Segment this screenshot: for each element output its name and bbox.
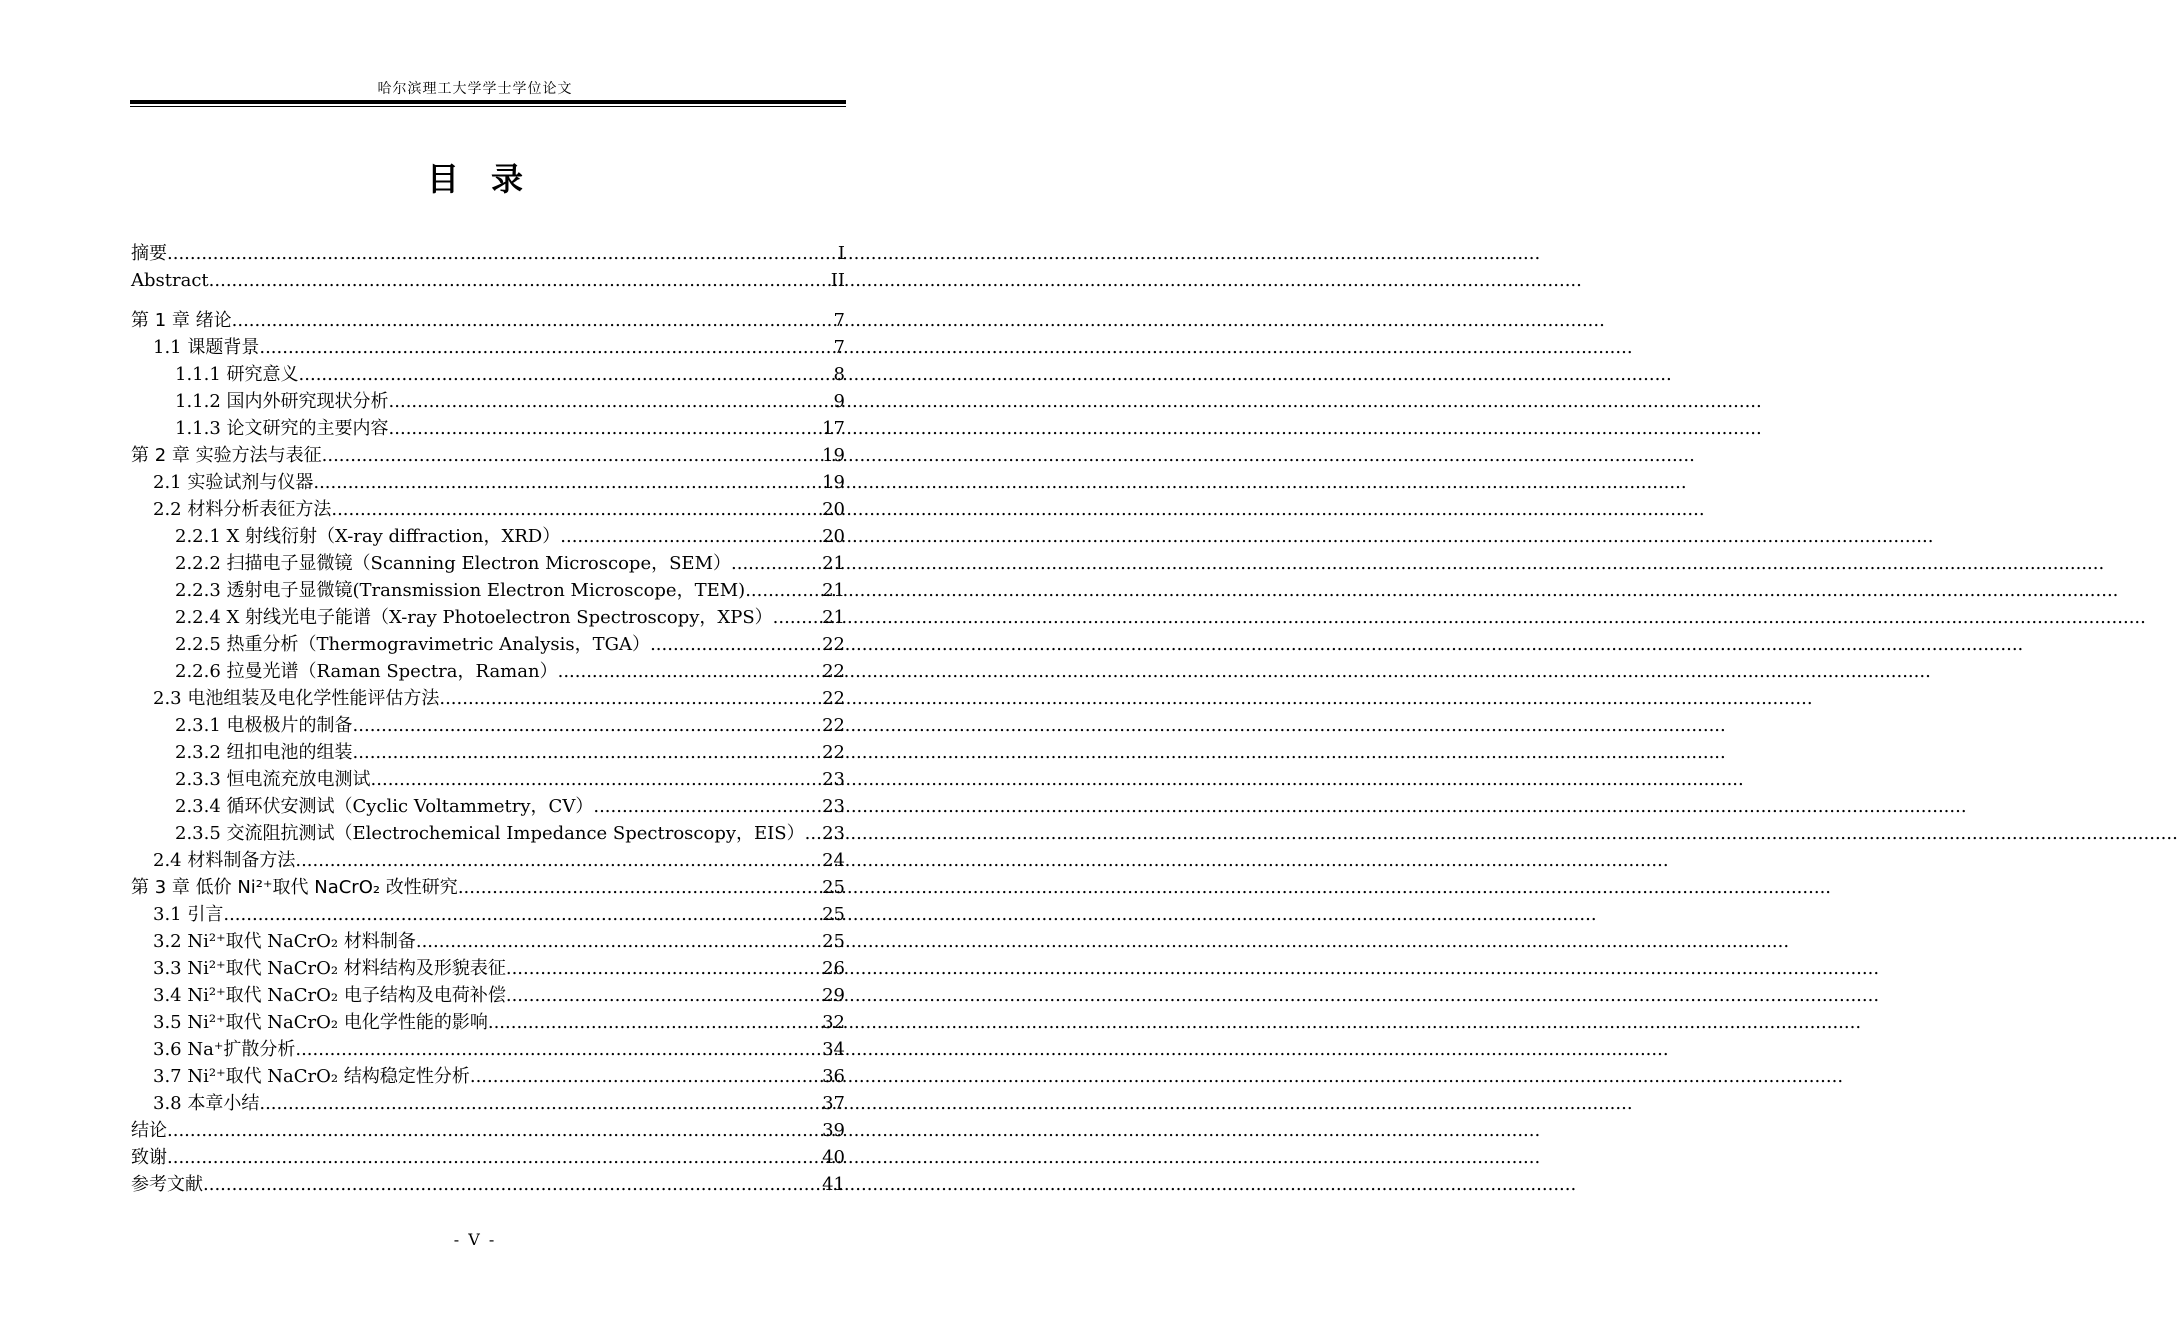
dot-leader: [560, 523, 822, 550]
toc-entry-page: 25: [822, 877, 845, 898]
toc-entry-page: II: [830, 270, 845, 291]
toc-entry[interactable]: [131, 442, 845, 469]
toc-entry-page: 21: [822, 553, 845, 574]
dot-leader: [470, 1063, 822, 1090]
dot-leader: [322, 442, 822, 469]
toc-entry-title: 2.1 实验试剂与仪器: [153, 472, 314, 493]
toc-entry[interactable]: [131, 604, 845, 631]
dot-leader: [313, 469, 822, 496]
toc-entry-title: 3.1 引言: [153, 904, 224, 925]
toc-entry-title: 2.3.3 恒电流充放电测试: [175, 769, 371, 790]
toc-entry-title: 2.2.3 透射电子显微镜(Transmission Electron Microscope，TEM): [175, 580, 746, 601]
toc-entry-title: 第 2 章 实验方法与表征: [131, 445, 322, 466]
dot-leader: [745, 577, 822, 604]
toc-entry[interactable]: [131, 766, 845, 793]
toc-entry[interactable]: [131, 523, 845, 550]
toc-entry-page: 25: [822, 931, 845, 952]
dot-leader: [167, 240, 838, 267]
toc-entry-title: 3.3 Ni²⁺取代 NaCrO₂ 材料结构及形貌表征: [153, 958, 506, 979]
toc-entry[interactable]: [131, 685, 845, 712]
dot-leader: [259, 334, 833, 361]
dot-leader: [203, 1171, 822, 1198]
toc-entry[interactable]: [131, 901, 845, 928]
dot-leader: [439, 685, 822, 712]
toc-entry[interactable]: [131, 847, 845, 874]
dot-leader: [353, 712, 823, 739]
toc-entry-page: 24: [822, 850, 845, 871]
toc-entry[interactable]: [131, 712, 845, 739]
toc-entry-page: 41: [822, 1174, 845, 1195]
toc-entry[interactable]: [131, 415, 845, 442]
header-rule-thin: [130, 106, 846, 107]
toc-entry[interactable]: [131, 631, 845, 658]
dot-leader: [223, 901, 822, 928]
toc-entry-title: 2.3.5 交流阻抗测试（Electrochemical Impedance Spectroscopy，EIS）: [175, 823, 805, 844]
toc-entry-page: 23: [822, 823, 845, 844]
toc-entry-page: 39: [822, 1120, 845, 1141]
toc-entry-title: 2.3.4 循环伏安测试（Cyclic Voltammetry，CV）: [175, 796, 594, 817]
running-header: 哈尔滨理工大学学士学位论文: [377, 81, 573, 97]
dot-leader: [371, 766, 823, 793]
toc-entry-page: 40: [822, 1147, 845, 1168]
dot-leader: [389, 415, 823, 442]
toc-entry[interactable]: [131, 550, 845, 577]
dot-leader: [259, 1090, 822, 1117]
toc-entry-page: 32: [822, 1012, 845, 1033]
toc-entry-page: 8: [833, 364, 845, 385]
dot-leader: [458, 874, 822, 901]
toc-entry-title: 参考文献: [131, 1174, 203, 1195]
toc-entry-page: 25: [822, 904, 845, 925]
toc-entry-page: 37: [822, 1093, 845, 1114]
toc-entry-title: 第 3 章 低价 Ni²⁺取代 NaCrO₂ 改性研究: [131, 877, 458, 898]
toc-entry-title: 致谢: [131, 1147, 167, 1168]
toc-entry-title: 3.2 Ni²⁺取代 NaCrO₂ 材料制备: [153, 931, 416, 952]
toc-entry-page: 20: [822, 526, 845, 547]
dot-leader: [299, 361, 834, 388]
toc-entry-page: 19: [822, 445, 845, 466]
toc-entry-page: 23: [822, 769, 845, 790]
toc-entry-page: 7: [833, 337, 845, 358]
toc-entry[interactable]: [131, 928, 845, 955]
toc-entry-title: 3.5 Ni²⁺取代 NaCrO₂ 电化学性能的影响: [153, 1012, 488, 1033]
toc-entry-title: 2.3.2 纽扣电池的组装: [175, 742, 353, 763]
dot-leader: [650, 631, 822, 658]
toc-entry-title: 2.3.1 电极极片的制备: [175, 715, 353, 736]
toc-entry-page: 20: [822, 499, 845, 520]
table-of-contents: [131, 240, 845, 1198]
toc-entry-page: I: [837, 243, 845, 264]
toc-entry-page: 23: [822, 796, 845, 817]
toc-entry-page: 22: [822, 715, 845, 736]
toc-entry-page: 22: [822, 688, 845, 709]
toc-entry-page: 21: [822, 580, 845, 601]
toc-entry-title: 2.2.5 热重分析（Thermogravimetric Analysis，TGA）: [175, 634, 651, 655]
dot-leader: [209, 267, 831, 294]
toc-entry[interactable]: [131, 1117, 845, 1144]
page-number: - V -: [453, 1230, 497, 1249]
toc-entry[interactable]: [131, 361, 845, 388]
toc-entry-title: 2.2 材料分析表征方法: [153, 499, 332, 520]
toc-entry-title: 2.4 材料制备方法: [153, 850, 296, 871]
dot-leader: [295, 1036, 822, 1063]
toc-entry-page: 9: [833, 391, 845, 412]
dot-leader: [331, 496, 822, 523]
dot-leader: [167, 1144, 822, 1171]
toc-entry[interactable]: [131, 1144, 845, 1171]
toc-entry-title: 1.1 课题背景: [153, 337, 260, 358]
toc-entry-title: 1.1.1 研究意义: [175, 364, 299, 385]
toc-entry[interactable]: [131, 1090, 845, 1117]
toc-entry-page: 7: [833, 310, 845, 331]
toc-entry-title: 2.2.2 扫描电子显微镜（Scanning Electron Microscope，SEM）: [175, 553, 732, 574]
dot-leader: [389, 388, 834, 415]
toc-entry-title: 1.1.3 论文研究的主要内容: [175, 418, 389, 439]
dot-leader: [232, 307, 834, 334]
toc-entry-page: 22: [822, 661, 845, 682]
toc-entry-title: 2.2.1 X 射线衍射（X-ray diffraction，XRD）: [175, 526, 561, 547]
toc-entry-title: 2.2.4 X 射线光电子能谱（X-ray Photoelectron Spectroscopy，XPS）: [175, 607, 773, 628]
toc-entry[interactable]: [131, 307, 845, 334]
toc-entry[interactable]: [131, 793, 845, 820]
dot-leader: [167, 1117, 822, 1144]
header-rule-thick: [130, 100, 846, 104]
toc-entry-page: 34: [822, 1039, 845, 1060]
toc-entry-title: 2.3 电池组装及电化学性能评估方法: [153, 688, 440, 709]
toc-entry[interactable]: [131, 1036, 845, 1063]
dot-leader: [416, 928, 822, 955]
dot-leader: [506, 982, 822, 1009]
toc-entry-title: 3.6 Na⁺扩散分析: [153, 1039, 296, 1060]
toc-entry-page: 22: [822, 742, 845, 763]
toc-entry[interactable]: [131, 1009, 845, 1036]
toc-entry-title: 第 1 章 绪论: [131, 310, 232, 331]
toc-entry-title: 2.2.6 拉曼光谱（Raman Spectra，Raman）: [175, 661, 558, 682]
toc-entry[interactable]: [131, 1063, 845, 1090]
toc-entry-page: 36: [822, 1066, 845, 1087]
dot-leader: [558, 658, 823, 685]
toc-entry[interactable]: [131, 240, 845, 267]
dot-leader: [295, 847, 822, 874]
toc-entry-title: 1.1.2 国内外研究现状分析: [175, 391, 389, 412]
dot-leader: [593, 793, 822, 820]
toc-entry-page: 19: [822, 472, 845, 493]
toc-entry[interactable]: [131, 658, 845, 685]
dot-leader: [506, 955, 822, 982]
toc-entry[interactable]: [131, 388, 845, 415]
dot-leader: [773, 604, 822, 631]
toc-entry[interactable]: [131, 739, 845, 766]
toc-entry-page: 29: [822, 985, 845, 1006]
toc-entry-page: 26: [822, 958, 845, 979]
toc-entry[interactable]: [131, 334, 845, 361]
toc-entry-title: 3.4 Ni²⁺取代 NaCrO₂ 电子结构及电荷补偿: [153, 985, 506, 1006]
toc-entry[interactable]: [131, 469, 845, 496]
toc-entry[interactable]: [131, 982, 845, 1009]
toc-entry-title: 摘要: [131, 243, 167, 264]
toc-entry[interactable]: [131, 1171, 845, 1198]
toc-entry[interactable]: [131, 955, 845, 982]
dot-leader: [488, 1009, 822, 1036]
toc-entry-page: 17: [822, 418, 845, 439]
toc-entry-title: Abstract: [131, 270, 209, 291]
toc-title: 目 录: [426, 160, 523, 198]
toc-entry-page: 22: [822, 634, 845, 655]
dot-leader: [731, 550, 822, 577]
dot-leader: [805, 820, 822, 847]
toc-entry-title: 3.8 本章小结: [153, 1093, 260, 1114]
toc-entry[interactable]: [131, 820, 845, 847]
toc-entry-page: 21: [822, 607, 845, 628]
dot-leader: [353, 739, 823, 766]
toc-entry[interactable]: [131, 496, 845, 523]
toc-entry[interactable]: [131, 577, 845, 604]
toc-entry-title: 结论: [131, 1120, 167, 1141]
toc-entry[interactable]: [131, 267, 845, 294]
toc-entry[interactable]: [131, 874, 845, 901]
toc-entry-title: 3.7 Ni²⁺取代 NaCrO₂ 结构稳定性分析: [153, 1066, 470, 1087]
